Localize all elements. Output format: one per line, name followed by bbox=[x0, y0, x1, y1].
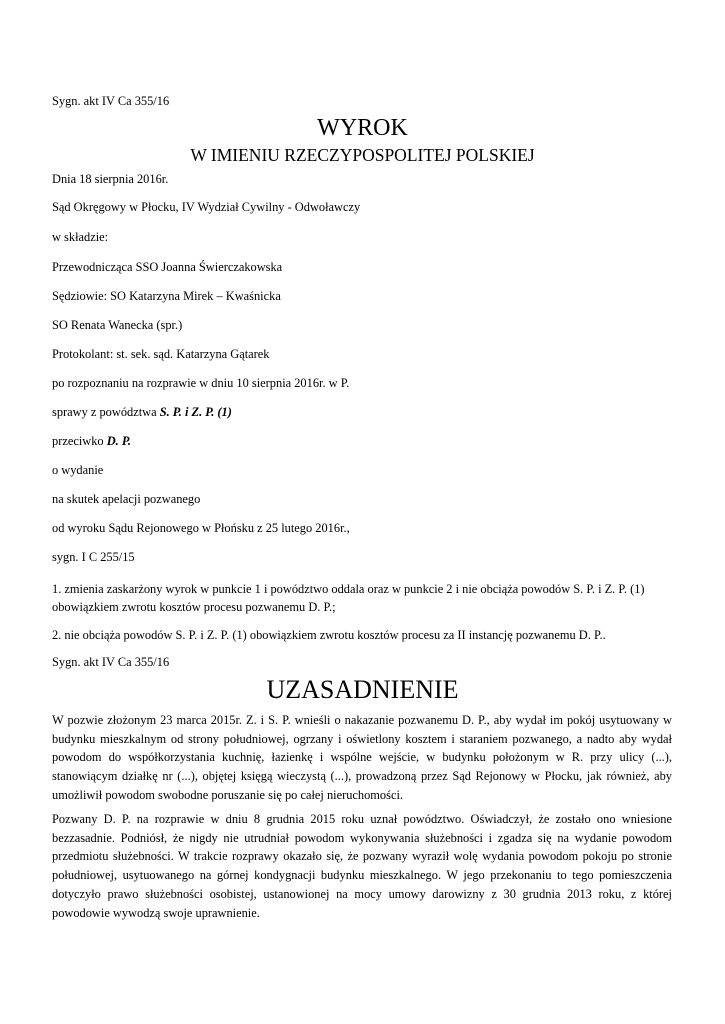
case-signature: Sygn. akt IV Ca 355/16 bbox=[52, 94, 170, 108]
judgment-title: WYROK bbox=[317, 115, 408, 141]
court-clerk: Protokolant: st. sek. sąd. Katarzyna Gątarek bbox=[52, 347, 270, 361]
composition-label: w składzie: bbox=[52, 230, 109, 244]
case-line bbox=[52, 405, 232, 420]
judges-line: Sędziowie: SO Katarzyna Mirek – Kwaśnicka bbox=[52, 289, 281, 303]
appeal-line: na skutek apelacji pozwanego bbox=[52, 492, 201, 506]
hearing-line: po rozpoznaniu na rozprawie w dniu 10 sierpnia 2016r. w P. bbox=[52, 376, 350, 390]
plaintiffs-names: S. P. i Z. P. (1) bbox=[159, 405, 232, 419]
presiding-judge: Przewodnicząca SSO Joanna Świerczakowska bbox=[52, 260, 283, 274]
justification-paragraph-2: Pozwany D. P. na rozprawie w dniu 8 grudnia 2015 roku uznał powództwo. Oświadczył, że zostało ono wniesione bezzasadnie. Podniósł, że nigdy nie utrudniał powodom wykonywania służebności i zgadza się na wydanie powodom przedmiotu służebności. W trakcie rozprawy okazało się, że pozwany wyraził wolę wydania powodom pokoju po stronie południowej, usytuowanego na górnej kondygnacji budynku mieszkalnego. W jego przekonaniu to tego pomieszczenia dotyczyło prawo służebności osobistej, ustanowionej na mocy umowy darowizny z 30 grudnia 2013 roku, z której powodowie wywodzą swoje uprawnienie. bbox=[52, 812, 672, 920]
justification-title: UZASADNIENIE bbox=[266, 675, 459, 704]
appealed-judgment: od wyroku Sądu Rejonowego w Płońsku z 25 lutego 2016r., bbox=[52, 521, 350, 535]
case-subject: o wydanie bbox=[52, 463, 104, 477]
justification-paragraph-1: W pozwie złożonym 23 marca 2015r. Z. i S. P. wnieśli o nakazanie pozwanemu D. P., aby wydał im pokój usytuowany w budynku mieszkalnym od strony południowej, ogrzany i oświetlony kosztem i staraniem pozwanego, a nadto aby wydał powodom do współkorzystania kuchnię, łazienkę i wspólne wejście, w budynku położonym w R. przy ulicy (...), stanowiącym działkę nr (...), objętej księgą wieczystą (...), prowadzoną przez Sąd Rejonowy w Płocku, jak również, aby umożliwił powodom swobodne poruszanie się po całej nieruchomości. bbox=[52, 713, 672, 802]
ruling-item-2: 2. nie obciąża powodów S. P. i Z. P. (1) obowiązkiem zwrotu kosztów procesu za II instancję pozwanemu D. P.. bbox=[52, 628, 606, 642]
justification-signature: Sygn. akt IV Ca 355/16 bbox=[52, 655, 170, 669]
against-prefix: przeciwko bbox=[52, 434, 107, 448]
defendant-name: D. P. bbox=[106, 434, 131, 448]
court-name: Sąd Okręgowy w Płocku, IV Wydział Cywilny - Odwoławczy bbox=[52, 200, 361, 214]
ruling-item-1: 1. zmienia zaskarżony wyrok w punkcie 1 i powództwo oddala oraz w punkcie 2 i nie obciąża powodów S. P. i Z. P. (1) obowiązkiem zwrotu kosztów procesu pozwanemu D. P.; bbox=[52, 582, 645, 614]
case-prefix: sprawy z powództwa bbox=[52, 405, 160, 419]
judgment-date: Dnia 18 sierpnia 2016r. bbox=[52, 172, 169, 186]
lower-court-signature: sygn. I C 255/15 bbox=[52, 550, 135, 564]
against-line bbox=[52, 434, 131, 449]
judgment-subtitle: W IMIENIU RZECZYPOSPOLITEJ POLSKIEJ bbox=[190, 145, 535, 165]
judge-rapporteur: SO Renata Wanecka (spr.) bbox=[52, 318, 183, 332]
